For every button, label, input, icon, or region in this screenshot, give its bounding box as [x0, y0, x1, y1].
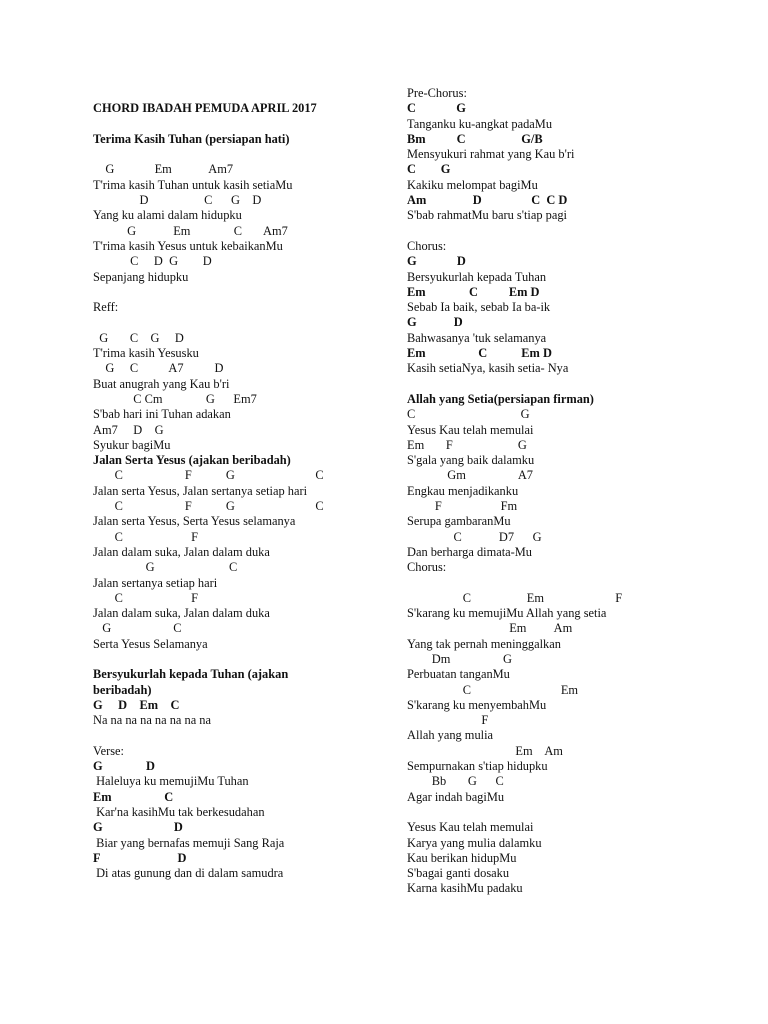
text-line: C F G C [93, 499, 324, 514]
text-line: Allah yang mulia [407, 728, 494, 743]
blank-line [407, 224, 737, 239]
bold-line: Em C Em D [407, 346, 552, 361]
text-line: Pre-Chorus: [407, 86, 467, 100]
text-line: Jalan dalam suka, Jalan dalam duka [93, 606, 270, 621]
text-line: S'karang ku menyembahMu [407, 697, 547, 712]
blank-line [93, 147, 393, 162]
bold-line: G D [407, 315, 463, 330]
text-line: Na na na na na na na na [93, 713, 211, 728]
text-line: Haleluya ku memujiMu Tuhan [93, 774, 249, 789]
bold-line: G D [93, 759, 155, 774]
text-line: Tanganku ku-angkat padaMu [407, 116, 553, 131]
bold-line: Bersyukurlah kepada Tuhan (ajakan [93, 667, 289, 682]
bold-line: Allah yang Setia(persiapan firman) [407, 391, 594, 406]
text-line: Am7 D G [93, 422, 164, 437]
bold-line: C G [407, 101, 466, 116]
text-line: Yesus Kau telah memulai [407, 820, 534, 835]
text-line: Syukur bagiMu [93, 437, 171, 452]
blank-line [93, 86, 393, 101]
text-line: S'karang ku memujiMu Allah yang setia [407, 606, 607, 621]
text-line: D C G D [93, 193, 262, 208]
text-line: Jalan dalam suka, Jalan dalam duka [93, 544, 270, 559]
text-line: Mensyukuri rahmat yang Kau b'ri [407, 147, 575, 162]
blank-line [407, 576, 737, 591]
blank-line [407, 377, 737, 392]
text-line: Yang tak pernah meninggalkan [407, 636, 561, 651]
bold-line: G D [93, 820, 183, 835]
bold-line: Am D C C D [407, 193, 568, 208]
text-line: S'bab hari ini Tuhan adakan [93, 407, 231, 422]
text-line: Karna kasihMu padaku [407, 881, 523, 896]
text-line: Jalan serta Yesus, Jalan sertanya setiap hari [93, 483, 308, 498]
text-line: C Em F [407, 590, 623, 605]
text-line: Biar yang bernafas memuji Sang Raja [93, 835, 285, 850]
text-line: Verse: [93, 743, 124, 758]
text-line: Jalan sertanya setiap hari [93, 575, 218, 590]
text-line: Kau berikan hidupMu [407, 850, 517, 865]
text-line: Engkau menjadikanku [407, 483, 519, 498]
text-line: G C [93, 560, 238, 575]
blank-line [93, 285, 393, 300]
text-line: C F [93, 590, 198, 605]
text-line: Yesus Kau telah memulai [407, 422, 534, 437]
text-line: C D G D [93, 254, 212, 269]
text-line: F [407, 713, 489, 728]
text-line: Em F G [407, 437, 527, 452]
bold-line: CHORD IBADAH PEMUDA APRIL 2017 [93, 101, 317, 116]
text-line: C Em [407, 682, 579, 697]
bold-line: Em C Em D [407, 284, 540, 299]
text-line: Kakiku melompat bagiMu [407, 177, 538, 192]
text-line: Karya yang mulia dalamku [407, 835, 542, 850]
text-line: Sempurnakan s'tiap hidupku [407, 759, 548, 774]
blank-line [93, 728, 393, 743]
bold-line: Terima Kasih Tuhan (persiapan hati) [93, 131, 290, 146]
text-line: Perbuatan tanganMu [407, 667, 510, 682]
text-line: Serta Yesus Selamanya [93, 636, 208, 651]
bold-line: G D [407, 254, 466, 269]
text-line: Dan berharga dimata-Mu [407, 544, 533, 559]
text-line: G C G D [93, 330, 184, 345]
text-line: Bahwasanya 'tuk selamanya [407, 330, 547, 345]
text-line: Em Am [407, 621, 573, 636]
text-line: Sepanjang hidupku [93, 269, 189, 284]
text-line: Reff: [93, 300, 119, 315]
bold-line: Bm C G/B [407, 131, 543, 146]
bold-line: C G [407, 162, 451, 177]
text-line: F Fm [407, 499, 518, 514]
bold-line: F D [93, 850, 187, 865]
blank-line [407, 805, 737, 820]
text-line: Serupa gambaranMu [407, 514, 511, 529]
text-line: Gm A7 [407, 468, 533, 483]
text-line: Dm G [407, 651, 512, 666]
bold-line: G D Em C [93, 697, 180, 712]
text-line: Chorus: [407, 560, 447, 575]
text-line: Jalan serta Yesus, Serta Yesus selamanya [93, 514, 296, 529]
text-line: Agar indah bagiMu [407, 789, 505, 804]
text-line: C F [93, 529, 198, 544]
blank-line [93, 117, 393, 132]
text-line: Bersyukurlah kepada Tuhan [407, 269, 547, 284]
text-line: Sebab Ia baik, sebab Ia ba-ik [407, 300, 551, 315]
text-line: C F G C [93, 468, 324, 483]
bold-line: beribadah) [93, 682, 152, 697]
text-line: G Em C Am7 [93, 223, 288, 238]
text-line: Kasih setiaNya, kasih setia- Nya [407, 361, 569, 376]
text-line: C Cm G Em7 [93, 391, 257, 406]
text-line: Em Am [407, 743, 563, 758]
text-line: S'bab rahmatMu baru s'tiap pagi [407, 208, 568, 223]
text-line: G C A7 D [93, 361, 224, 376]
text-line: Kar'na kasihMu tak berkesudahan [93, 804, 265, 819]
text-line: T'rima kasih Tuhan untuk kasih setiaMu [93, 177, 293, 192]
bold-line: Jalan Serta Yesus (ajakan beribadah) [93, 453, 291, 468]
text-line: T'rima kasih Yesus untuk kebaikanMu [93, 238, 283, 253]
text-line: C D7 G [407, 529, 542, 544]
bold-line: Em C [93, 789, 174, 804]
text-line: G C [93, 621, 182, 636]
right-column [407, 86, 737, 897]
text-line: Bb G C [407, 774, 504, 789]
left-column [93, 86, 393, 881]
text-line: S'bagai ganti dosaku [407, 866, 510, 881]
text-line: Buat anugrah yang Kau b'ri [93, 376, 230, 391]
text-line: T'rima kasih Yesusku [93, 346, 199, 361]
blank-line [93, 315, 393, 330]
text-line: G Em Am7 [93, 162, 234, 177]
text-line: Yang ku alami dalam hidupku [93, 208, 242, 223]
text-line: S'gala yang baik dalamku [407, 453, 535, 468]
text-line: Di atas gunung dan di dalam samudra [93, 866, 284, 881]
text-line: C G [407, 407, 530, 422]
text-line: Chorus: [407, 238, 447, 253]
blank-line [93, 652, 393, 667]
